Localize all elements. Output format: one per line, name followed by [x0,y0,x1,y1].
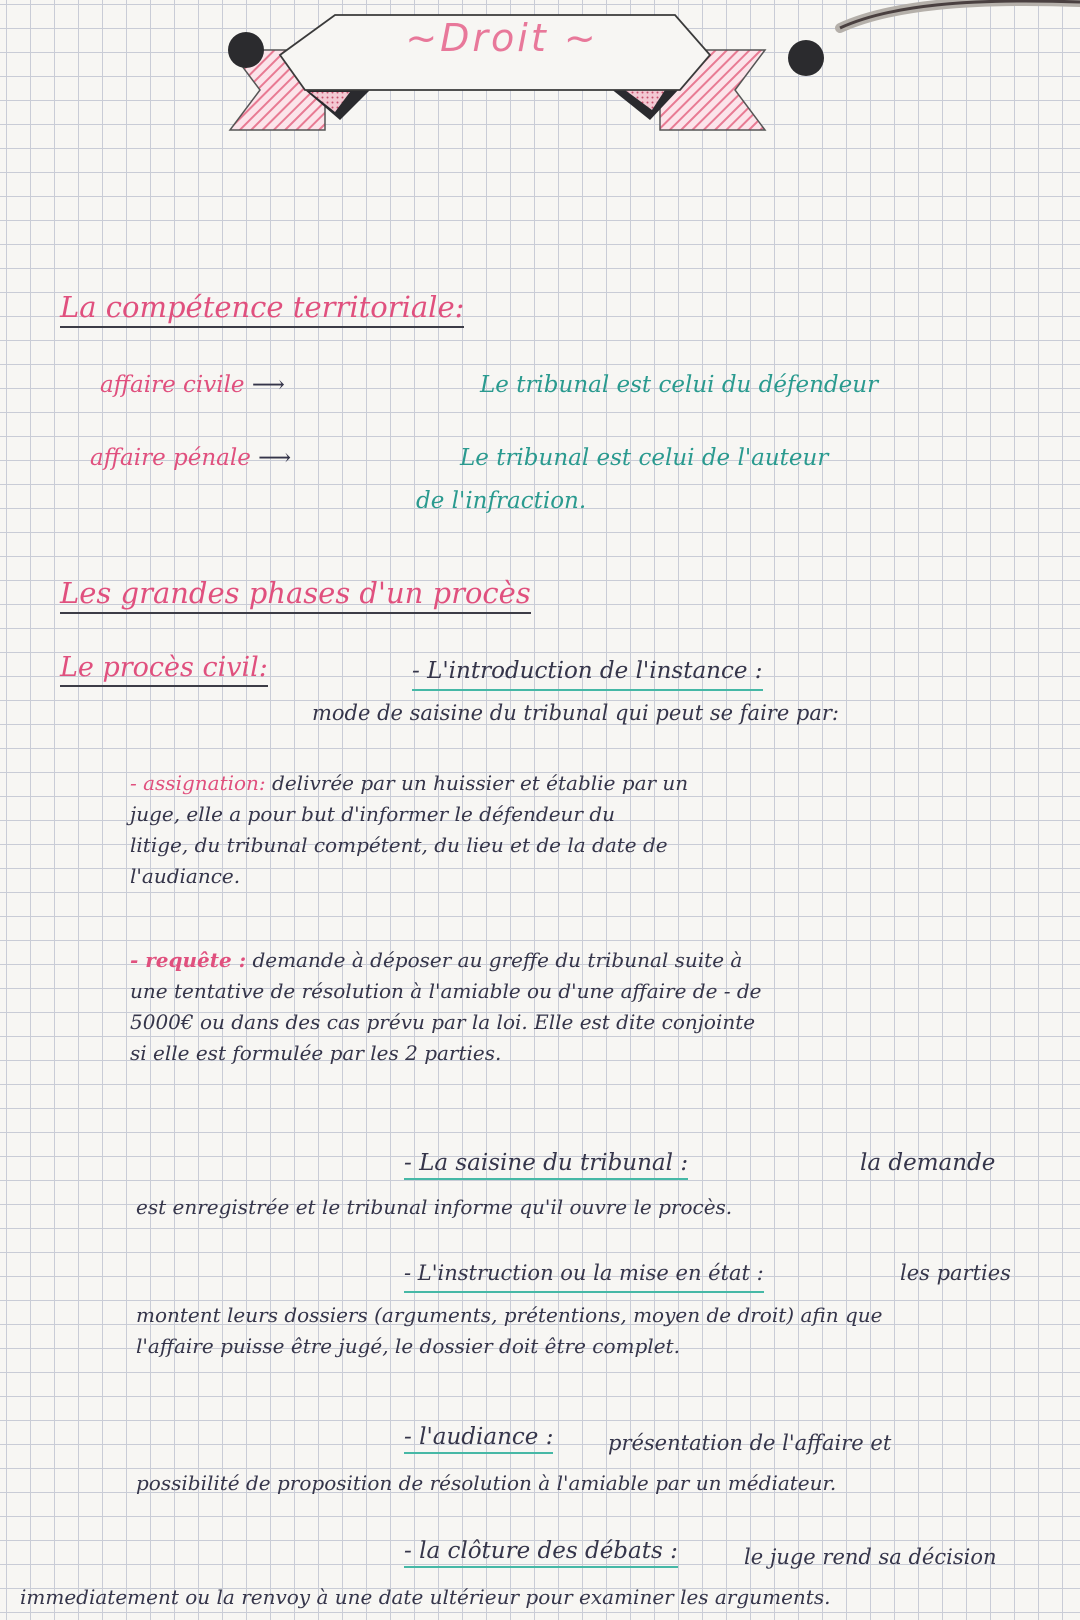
arrow-right-icon: ⟶ [251,372,285,398]
phase-instruction-title: - L'instruction ou la mise en état : [404,1258,764,1293]
phase-instruction-rest: les parties [900,1261,1011,1285]
requete-line: demande à déposer au greffe du tribunal suite à [252,948,743,972]
heading-grandes-phases: Les grandes phases d'un procès [60,576,531,614]
requete-line: une tentative de résolution à l'amiable ou d'une affaire de - de [130,979,762,1003]
requete-block [130,945,1050,1069]
text-penal-tribunal: Le tribunal est celui de l'auteur [460,445,829,471]
subheading-proces-civil: Le procès civil: [60,652,268,687]
requete-label: - requête : [130,948,247,972]
assignation-block [130,768,1050,892]
phase-introduction-title: - L'introduction de l'instance : [412,656,763,691]
instruction-line: l'affaire puisse être jugé, le dossier doit être complet. [136,1334,680,1358]
phase-audiance-line2: possibilité de proposition de résolution à l'amiable par un médiateur. [136,1471,837,1495]
instruction-line: montent leurs dossiers (arguments, prétentions, moyen de droit) afin que [136,1303,883,1327]
phase-audiance-title: - l'audiance : [404,1424,553,1454]
phase-audiance-rest: présentation de l'affaire et [608,1431,892,1455]
requete-line: si elle est formulée par les 2 parties. [130,1041,502,1065]
requete-line: 5000€ ou dans des cas prévu par la loi. Elle est dite conjointe [130,1010,756,1034]
phase-cloture-title: - la clôture des débats : [404,1538,678,1568]
label-affaire-penale [90,445,291,471]
binder-hole-left [228,32,264,68]
text-penal-infraction: de l'infraction. [416,488,587,514]
binder-hook [830,0,1080,60]
text-civil-tribunal: Le tribunal est celui du défendeur [480,372,879,398]
phase-saisine-line2: est enregistrée et le tribunal informe qu'il ouvre le procès. [136,1195,733,1219]
phase-saisine-rest: la demande [860,1150,996,1176]
civil-label-text: affaire civile [100,372,245,398]
assignation-line: l'audiance. [130,864,241,888]
banner-title: ~Droit ~ [405,16,599,60]
arrow-right-icon: ⟶ [258,445,292,471]
phase-cloture-rest: le juge rend sa décision [744,1545,997,1569]
assignation-line: juge, elle a pour but d'informer le défendeur du [130,802,616,826]
label-affaire-civile [100,372,285,398]
penal-label-text: affaire pénale [90,445,251,471]
phase-instruction-block [136,1300,1056,1362]
phase-introduction-text: mode de saisine du tribunal qui peut se faire par: [312,701,839,725]
binder-hole-right [788,40,824,76]
phase-saisine-title: - La saisine du tribunal : [404,1150,688,1180]
heading-competence-territoriale: La compétence territoriale: [60,290,464,328]
assignation-label: - assignation: [130,771,266,795]
assignation-line: delivrée par un huissier et établie par un [272,771,689,795]
assignation-line: litige, du tribunal compétent, du lieu et de la date de [130,833,668,857]
phase-cloture-line2: immediatement ou la renvoy à une date ultérieur pour examiner les arguments. [20,1585,831,1609]
